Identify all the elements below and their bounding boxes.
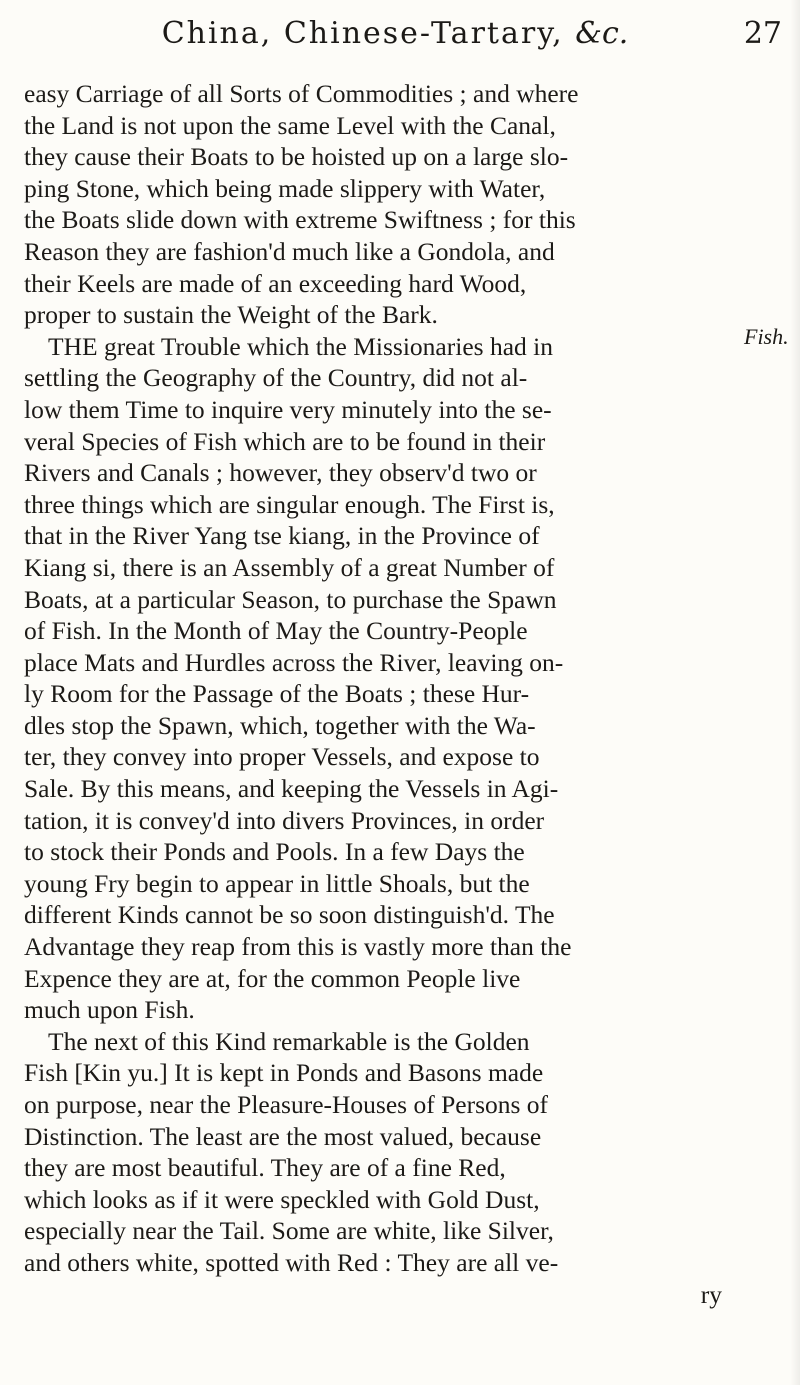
text-line: they are most beautiful. They are of a fine Red, xyxy=(24,1153,506,1183)
text-line: tation, it is convey'd into divers Provinces, in order xyxy=(24,805,545,835)
text-line: Reason they are fashion'd much like a Gondola, and xyxy=(24,236,555,266)
text-line: to stock their Ponds and Pools. In a few Days the xyxy=(24,837,525,867)
running-head xyxy=(60,14,730,54)
text-line: Fish [Kin yu.] It is kept in Ponds and Basons made xyxy=(24,1058,544,1088)
text-line: that in the River Yang tse kiang, in the Province of xyxy=(24,521,540,551)
text-line: Sale. By this means, and keeping the Vessels in Agi- xyxy=(24,774,559,804)
text-line: ly Room for the Passage of the Boats ; these Hur- xyxy=(24,679,530,709)
text-line: Distinction. The least are the most valued, because xyxy=(24,1121,542,1151)
text-line: young Fry begin to appear in little Shoals, but the xyxy=(24,868,530,898)
text-line: low them Time to inquire very minutely into the se- xyxy=(24,394,552,424)
text-line: they cause their Boats to be hoisted up on a large slo- xyxy=(24,142,569,172)
text-line: ping Stone, which being made slippery with Water, xyxy=(24,173,546,203)
text-line: on purpose, near the Pleasure-Houses of Persons of xyxy=(24,1090,549,1119)
text-line: Boats, at a particular Season, to purchase the Spawn xyxy=(24,584,557,614)
text-line: and others white, spotted with Red : They are all ve- xyxy=(24,1247,559,1277)
text-line: proper to sustain the Weight of the Bark. xyxy=(24,300,438,330)
text-line: of Fish. In the Month of May the Country-People xyxy=(24,616,528,646)
text-line: The next of this Kind remarkable is the Golden xyxy=(48,1026,530,1056)
text-line: the Boats slide down with extreme Swiftness ; for this xyxy=(24,205,576,235)
text-line: settling the Geography of the Country, did not al- xyxy=(24,363,528,393)
text-line: place Mats and Hurdles across the River, leaving on- xyxy=(24,647,564,677)
text-line: ter, they convey into proper Vessels, and expose to xyxy=(24,742,540,772)
text-line: THE great Trouble which the Missionaries had in xyxy=(48,331,553,361)
catchword: ry xyxy=(700,1279,722,1309)
margin-note-fish: Fish. xyxy=(744,324,789,349)
running-title-etc: &c. xyxy=(575,16,629,51)
text-line: which looks as if it were speckled with Gold Dust, xyxy=(24,1184,540,1214)
text-line: easy Carriage of all Sorts of Commodities ; and where xyxy=(24,79,579,108)
body-text xyxy=(24,78,764,1310)
page-number: 27 xyxy=(743,16,782,51)
text-line: Advantage they reap from this is vastly more than the xyxy=(24,932,572,962)
page-edge-shadow xyxy=(790,0,800,1385)
text-line: especially near the Tail. Some are white, like Silver, xyxy=(24,1216,554,1246)
text-line: three things which are singular enough. The First is, xyxy=(24,489,555,519)
text-line: the Land is not upon the same Level with the Canal, xyxy=(24,110,556,140)
running-title: China, Chinese-Tartary, xyxy=(161,16,564,51)
text-line: Expence they are at, for the common People live xyxy=(24,963,521,993)
text-line: their Keels are made of an exceeding hard Wood, xyxy=(24,268,527,298)
text-line: dles stop the Spawn, which, together with the Wa- xyxy=(24,710,536,740)
text-line: much upon Fish. xyxy=(24,995,195,1025)
text-line: Kiang si, there is an Assembly of a great Number of xyxy=(24,552,555,582)
text-line: Rivers and Canals ; however, they observ'd two or xyxy=(24,458,537,488)
text-line: different Kinds cannot be so soon distinguish'd. The xyxy=(24,900,555,930)
text-line: veral Species of Fish which are to be found in their xyxy=(24,426,546,456)
